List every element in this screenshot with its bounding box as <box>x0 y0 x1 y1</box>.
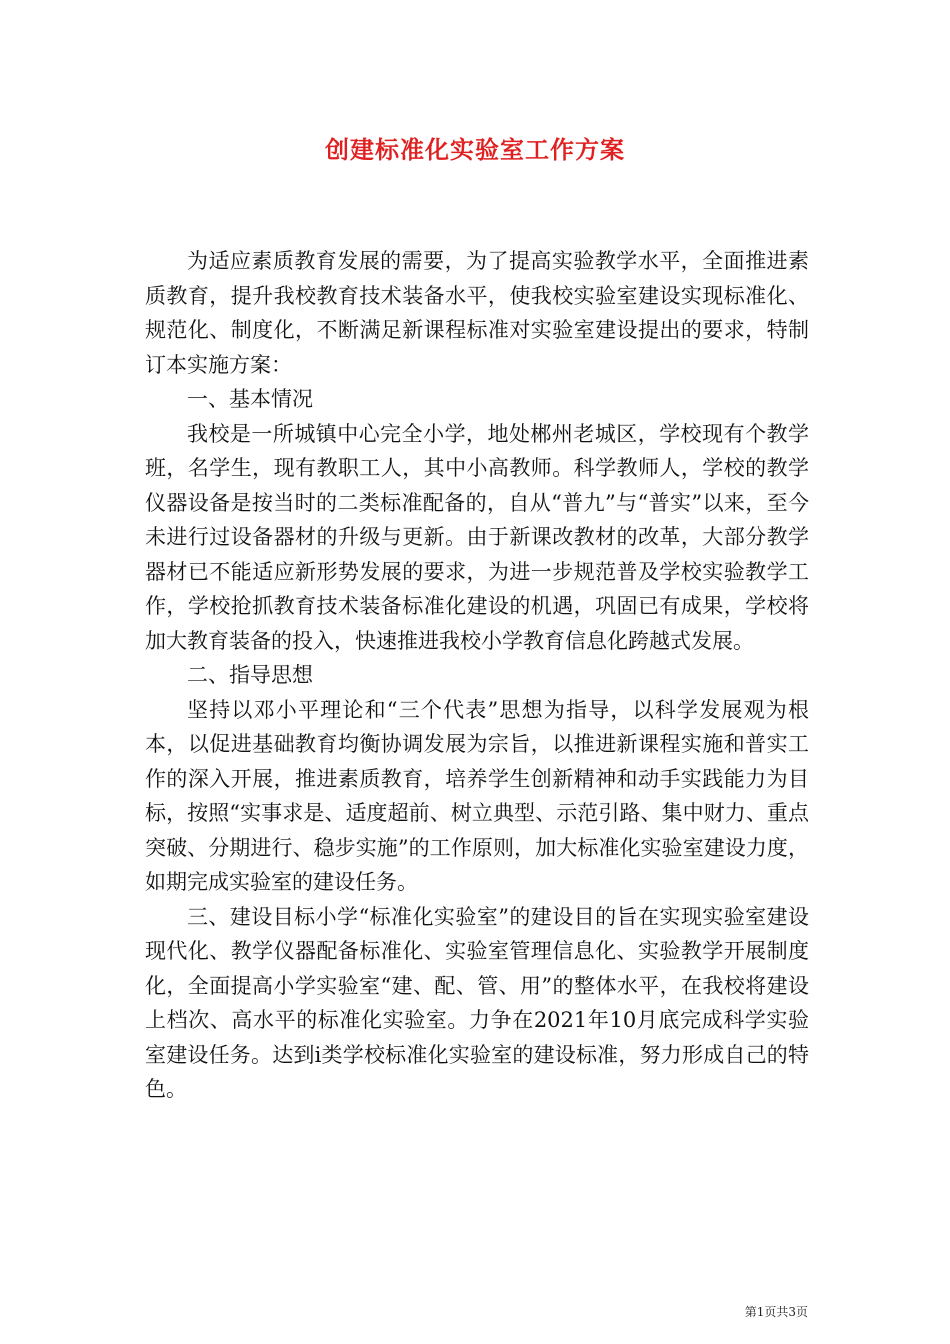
paragraph-guiding-ideology: 坚持以邓小平理论和“三个代表”思想为指导，以科学发展观为根本，以促进基础教育均衡协调发展为宗旨，以推进新课程实施和普实工作的深入开展，推进素质教育，培养学生创新精神和动手实践能力为目标，按照“实事求是、适度超前、树立典型、示范引路、集中财力、重点突破、分期进行、稳步实施”的工作原则，加大标准化实验室建设力度，如期完成实验室的建设任务。 <box>145 697 809 894</box>
paragraph-basic-situation: 我校是一所城镇中心完全小学，地处郴州老城区，学校现有个教学班，名学生，现有教职工人，其中小高教师。科学教师人，学校的教学仪器设备是按当时的二类标准配备的，自从“普九”与“普实”以来，至今未进行过设备器材的升级与更新。由于新课改教材的改革，大部分教学器材已不能适应新形势发展的要求，为进一步规范普及学校实验教学工作，学校抢抓教育技术装备标准化建设的机遇，巩固已有成果，学校将加大教育装备的投入，快速推进我校小学教育信息化跨越式发展。 <box>145 421 809 653</box>
page-number: 第1页共3页 <box>744 1305 808 1319</box>
paragraph-intro: 为适应素质教育发展的需要，为了提高实验教学水平，全面推进素质教育，提升我校教育技术装备水平，使我校实验室建设实现标准化、规范化、制度化，不断满足新课程标准对实验室建设提出的要求，特制订本实施方案： <box>145 249 809 377</box>
document-title: 创建标准化实验室工作方案 <box>325 135 625 164</box>
section-heading-basic-situation: 一、基本情况 <box>187 387 313 411</box>
document-body <box>145 244 809 1107</box>
paragraph-construction-goal: 三、建设目标小学“标准化实验室”的建设目的旨在实现实验室建设现代化、教学仪器配备标准化、实验室管理信息化、实验教学开展制度化，全面提高小学实验室“建、配、管、用”的整体水平，在我校将建设上档次、高水平的标准化实验室。力争在2021年10月底完成科学实验室建设任务。达到i类学校标准化实验室的建设标准，努力形成自己的特色。 <box>145 904 809 1101</box>
section-heading-guiding-ideology: 二、指导思想 <box>187 663 313 687</box>
